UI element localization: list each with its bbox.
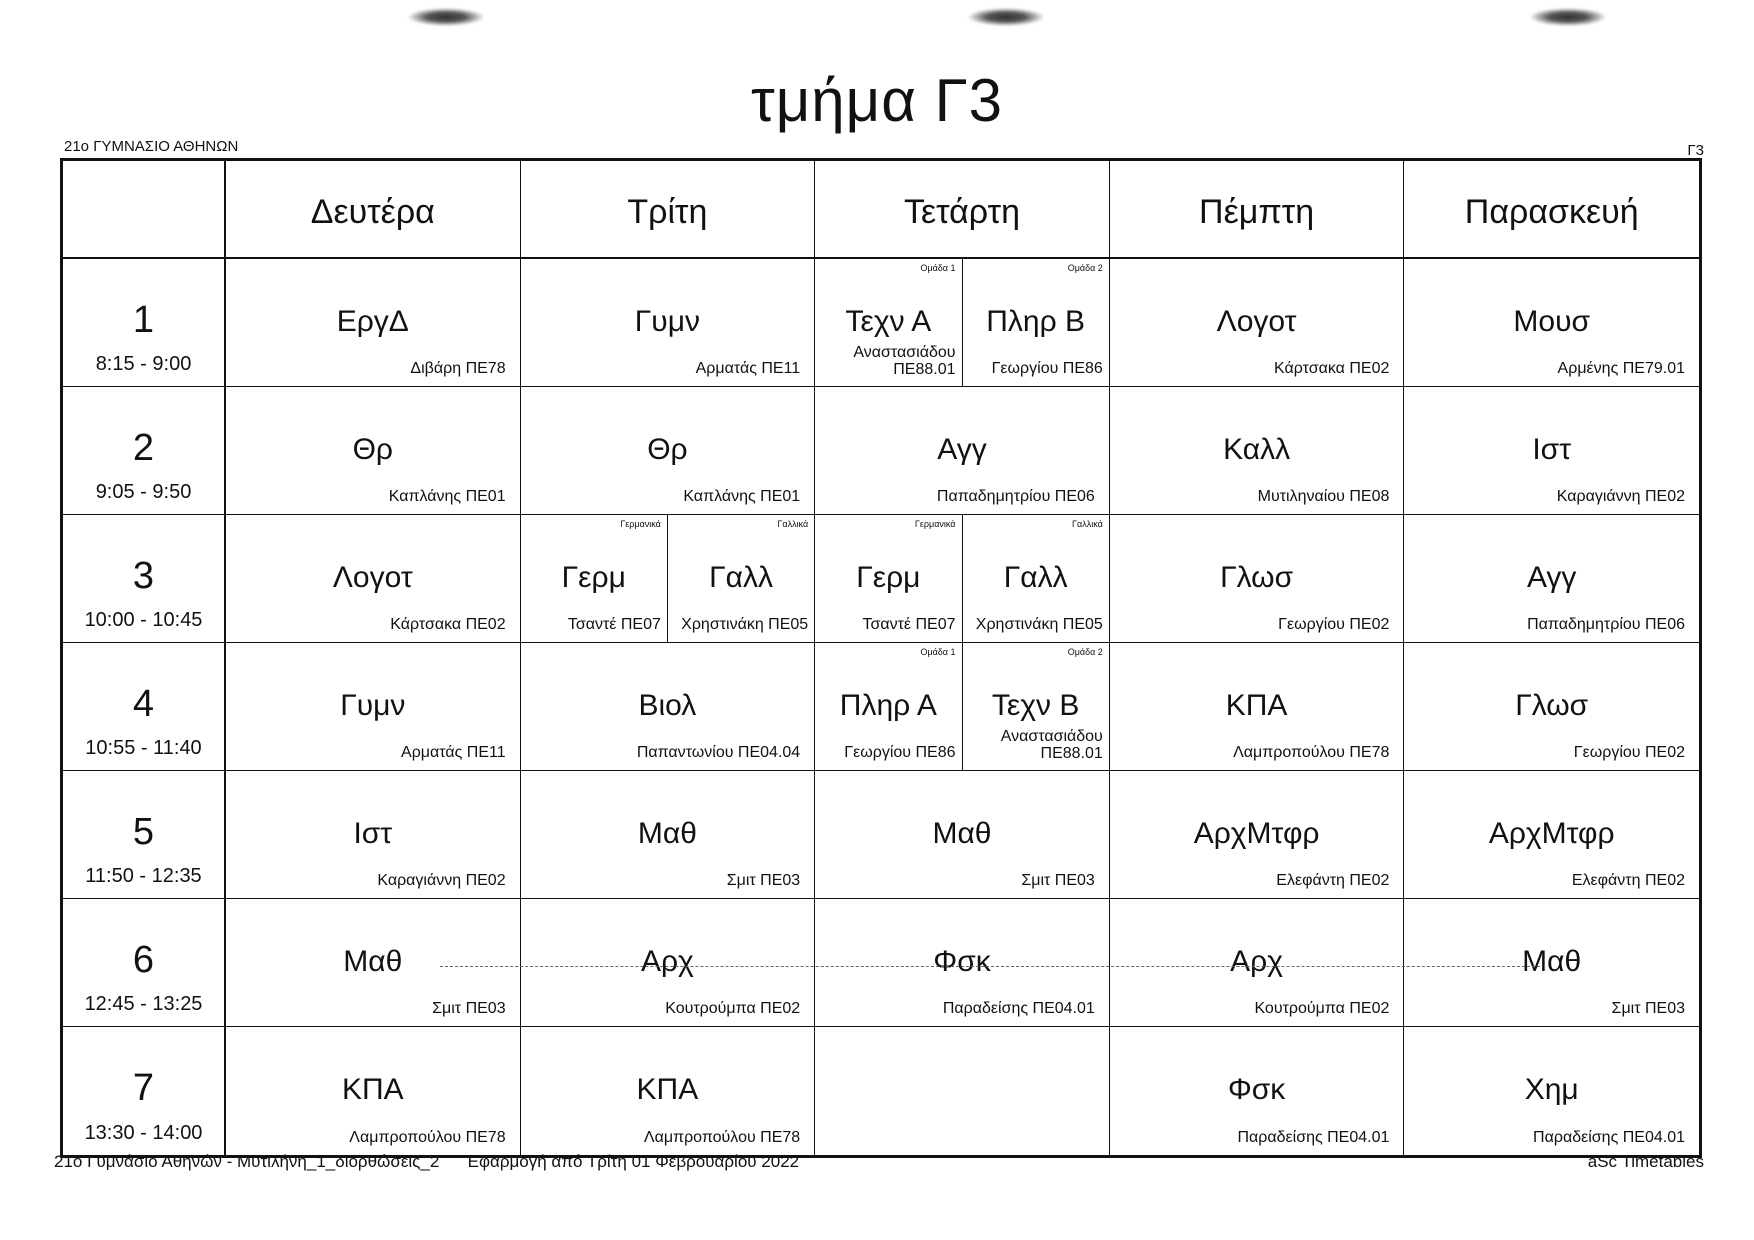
group-label: Ομάδα 1 [920, 263, 956, 273]
group-label: Γαλλικά [777, 519, 809, 529]
day-label: Τρίτη [627, 193, 708, 231]
day-header [1404, 161, 1699, 259]
subject-label: Καλλ [1223, 433, 1291, 466]
lesson-cell [521, 771, 816, 899]
lesson-cell [1404, 643, 1699, 771]
lesson-cell [815, 771, 1110, 899]
subject-label: Λογοτ [1216, 305, 1297, 338]
lesson-half [667, 515, 814, 642]
day-label: Πέμπτη [1199, 193, 1315, 231]
teacher-label: Κάρτσακα ΠΕ02 [1274, 360, 1390, 377]
lesson-cell [815, 387, 1110, 515]
lesson-cell [226, 899, 521, 1027]
page-title: τμήμα Γ3 [751, 67, 1003, 134]
teacher-label: Τσαντέ ΠΕ07 [862, 616, 956, 633]
period-number: 2 [132, 427, 155, 469]
lesson-cell [1404, 515, 1699, 643]
lesson-cell [521, 643, 816, 771]
lesson-cell [1404, 1027, 1699, 1155]
lesson-half [815, 259, 961, 386]
day-header [815, 161, 1110, 259]
subject-label: Γαλλ [1003, 561, 1068, 594]
footer-info [54, 1152, 799, 1172]
lesson-cell [1110, 387, 1405, 515]
timetable-grid [60, 158, 1702, 1158]
subject-label: Γυμν [634, 305, 700, 338]
teacher-label: Καραγιάννη ΠΕ02 [1556, 488, 1685, 505]
subject-label: Ιστ [353, 817, 393, 850]
subject-label: Τεχν Α [845, 305, 932, 338]
subject-label: Γερμ [561, 561, 626, 594]
teacher-label: Αρμένης ΠΕ79.01 [1557, 360, 1685, 377]
scan-smudge [408, 8, 484, 26]
subject-label: ΚΠΑ [1225, 689, 1288, 722]
period-cell [63, 259, 226, 387]
subject-label: Θρ [352, 433, 393, 466]
subject-label: Μουσ [1513, 305, 1590, 338]
subject-label: Πληρ Β [986, 305, 1086, 338]
period-cell [63, 643, 226, 771]
subject-label: Τεχν Β [991, 689, 1080, 722]
teacher-label: Σμιτ ΠΕ03 [1021, 872, 1095, 889]
lesson-cell [815, 515, 1110, 643]
period-cell [63, 515, 226, 643]
teacher-label: Χρηστινάκη ΠΕ05 [681, 616, 809, 633]
lesson-half [962, 643, 1109, 770]
lesson-cell [1110, 259, 1405, 387]
lesson-cell [1404, 387, 1699, 515]
lesson-cell [226, 515, 521, 643]
lesson-cell [1110, 771, 1405, 899]
lesson-cell [226, 259, 521, 387]
day-header [1110, 161, 1405, 259]
split-lesson [521, 515, 815, 642]
subject-label: Μαθ [1522, 945, 1582, 978]
subject-label: Μαθ [343, 945, 403, 978]
subject-label: Πληρ Α [839, 689, 937, 722]
footer-file: 21ο Γυμνάσιο Αθηνών - Μυτιλήνη_1_διορθώσεις_2 [54, 1152, 440, 1171]
subject-label: Αγγ [937, 433, 987, 466]
teacher-label: Γεωργίου ΠΕ02 [1278, 616, 1390, 633]
lesson-half [815, 643, 961, 770]
lesson-cell [521, 1027, 816, 1155]
subject-label: Βιολ [638, 689, 697, 722]
subject-label: Αρχ [640, 945, 694, 978]
subject-label: Γυμν [340, 689, 406, 722]
teacher-label: Λαμπροπούλου ΠΕ78 [643, 1129, 801, 1146]
split-lesson [815, 515, 1109, 642]
split-lesson [815, 643, 1109, 770]
period-number: 7 [132, 1067, 155, 1109]
lesson-cell [226, 387, 521, 515]
subject-label: Γαλλ [709, 561, 773, 594]
lesson-cell [815, 1027, 1110, 1155]
group-label: Γαλλικά [1072, 519, 1103, 529]
group-label: Γερμανικά [914, 519, 956, 529]
group-label: Γερμανικά [620, 519, 661, 529]
subject-label: Λογοτ [332, 561, 413, 594]
teacher-label: Μυτιληναίου ΠΕ08 [1257, 488, 1390, 505]
lesson-cell [1404, 899, 1699, 1027]
subject-label: Αρχ [1230, 945, 1283, 978]
teacher-label: Ελεφάντη ΠΕ02 [1571, 872, 1685, 889]
lesson-cell [815, 643, 1110, 771]
teacher-label: Αναστασιάδου ΠΕ88.01 [853, 344, 956, 378]
subject-label: Χημ [1524, 1073, 1579, 1106]
lesson-cell [1110, 1027, 1405, 1155]
teacher-label: Καπλάνης ΠΕ01 [388, 488, 506, 505]
period-time: 12:45 - 13:25 [84, 993, 203, 1015]
subject-label: ΕργΔ [336, 305, 409, 338]
teacher-label: Γεωργίου ΠΕ02 [1573, 744, 1685, 761]
period-time: 11:50 - 12:35 [85, 865, 202, 887]
lesson-cell [815, 899, 1110, 1027]
period-time: 10:55 - 11:40 [85, 737, 202, 759]
lesson-cell [1110, 643, 1405, 771]
period-time: 8:15 - 9:00 [95, 353, 192, 375]
lesson-cell [521, 259, 816, 387]
teacher-label: Κουτρούμπα ΠΕ02 [665, 1000, 801, 1017]
teacher-label: Αρματάς ΠΕ11 [401, 744, 506, 761]
period-time: 10:00 - 10:45 [84, 609, 203, 631]
subject-label: ΚΠΑ [636, 1073, 699, 1106]
teacher-label: Λαμπροπούλου ΠΕ78 [349, 1129, 506, 1146]
teacher-label: Παραδείσης ΠΕ04.01 [1237, 1129, 1390, 1146]
corner-cell [63, 161, 226, 259]
footer-effective-date: Εφαρμογή από Τρίτη 01 Φεβρουαρίου 2022 [467, 1152, 800, 1171]
group-label: Ομάδα 2 [1067, 647, 1103, 657]
lesson-cell [1404, 259, 1699, 387]
day-label: Τετάρτη [903, 193, 1020, 231]
teacher-label: Καραγιάννη ΠΕ02 [377, 872, 506, 889]
footer-credit: aSc Timetables [1587, 1152, 1704, 1171]
period-number: 6 [132, 939, 155, 981]
group-label: Ομάδα 1 [920, 647, 956, 657]
subject-label: ΚΠΑ [341, 1073, 404, 1106]
day-label: Δευτέρα [310, 193, 435, 231]
day-header [521, 161, 816, 259]
teacher-label: Γεωργίου ΠΕ86 [844, 744, 956, 761]
teacher-label: Σμιτ ΠΕ03 [432, 1000, 506, 1017]
subject-label: ΑρχΜτφρ [1193, 817, 1320, 850]
lesson-cell [815, 259, 1110, 387]
teacher-label: Σμιτ ΠΕ03 [726, 872, 801, 889]
lesson-half [962, 515, 1109, 642]
teacher-label: Αναστασιάδου ΠΕ88.01 [1000, 728, 1103, 762]
teacher-label: Σμιτ ΠΕ03 [1611, 1000, 1685, 1017]
lesson-cell [1110, 515, 1405, 643]
lesson-half [962, 259, 1109, 386]
teacher-label: Αρματάς ΠΕ11 [695, 360, 801, 377]
split-lesson [815, 259, 1109, 386]
teacher-label: Παπαδημητρίου ΠΕ06 [1527, 616, 1685, 633]
period-cell [63, 387, 226, 515]
lesson-cell [1404, 771, 1699, 899]
lesson-cell [226, 643, 521, 771]
teacher-label: Παραδείσης ΠΕ04.01 [942, 1000, 1095, 1017]
lesson-cell [521, 515, 816, 643]
school-name: 21ο ΓΥΜΝΑΣΙΟ ΑΘΗΝΩΝ [64, 138, 239, 155]
lesson-cell [226, 1027, 521, 1155]
subject-label: Αγγ [1526, 561, 1577, 594]
teacher-label: Καπλάνης ΠΕ01 [683, 488, 801, 505]
teacher-label: Διβάρη ΠΕ78 [410, 360, 506, 377]
lesson-cell [521, 899, 816, 1027]
teacher-label: Τσαντέ ΠΕ07 [567, 616, 661, 633]
teacher-label: Γεωργίου ΠΕ86 [991, 360, 1103, 377]
teacher-label: Παπαντωνίου ΠΕ04.04 [636, 744, 801, 761]
lesson-cell [226, 771, 521, 899]
period-time: 9:05 - 9:50 [95, 481, 192, 503]
lesson-cell [521, 387, 816, 515]
day-label: Παρασκευή [1464, 193, 1639, 231]
period-number: 4 [132, 683, 155, 725]
subject-label: ΑρχΜτφρ [1488, 817, 1615, 850]
period-number: 3 [132, 555, 155, 597]
scan-smudge [968, 8, 1044, 26]
subject-label: Γλωσ [1220, 561, 1294, 594]
subject-label: Μαθ [637, 817, 697, 850]
lesson-half [815, 515, 961, 642]
period-cell [63, 899, 226, 1027]
subject-label: Θρ [647, 433, 688, 466]
subject-label: Φσκ [933, 945, 991, 978]
period-time: 13:30 - 14:00 [84, 1122, 203, 1144]
period-cell [63, 1027, 226, 1155]
period-cell [63, 771, 226, 899]
subject-label: Γλωσ [1515, 689, 1589, 722]
teacher-label: Ελεφάντη ΠΕ02 [1276, 872, 1390, 889]
teacher-label: Λαμπροπούλου ΠΕ78 [1233, 744, 1390, 761]
teacher-label: Κουτρούμπα ΠΕ02 [1254, 1000, 1390, 1017]
subject-label: Γερμ [856, 561, 921, 594]
day-header [226, 161, 521, 259]
period-number: 1 [132, 299, 155, 341]
teacher-label: Χρηστινάκη ΠΕ05 [975, 616, 1103, 633]
teacher-label: Παραδείσης ΠΕ04.01 [1533, 1129, 1685, 1146]
scan-smudge [1530, 8, 1606, 26]
group-label: Ομάδα 2 [1067, 263, 1103, 273]
teacher-label: Παπαδημητρίου ΠΕ06 [936, 488, 1095, 505]
subject-label: Φσκ [1227, 1073, 1286, 1106]
lesson-cell [1110, 899, 1405, 1027]
subject-label: Ιστ [1532, 433, 1572, 466]
scan-artifact-line [440, 966, 1540, 967]
subject-label: Μαθ [932, 817, 992, 850]
lesson-half [521, 515, 667, 642]
period-number: 5 [132, 811, 155, 853]
class-code: Γ3 [1687, 142, 1704, 159]
teacher-label: Κάρτσακα ΠΕ02 [390, 616, 506, 633]
